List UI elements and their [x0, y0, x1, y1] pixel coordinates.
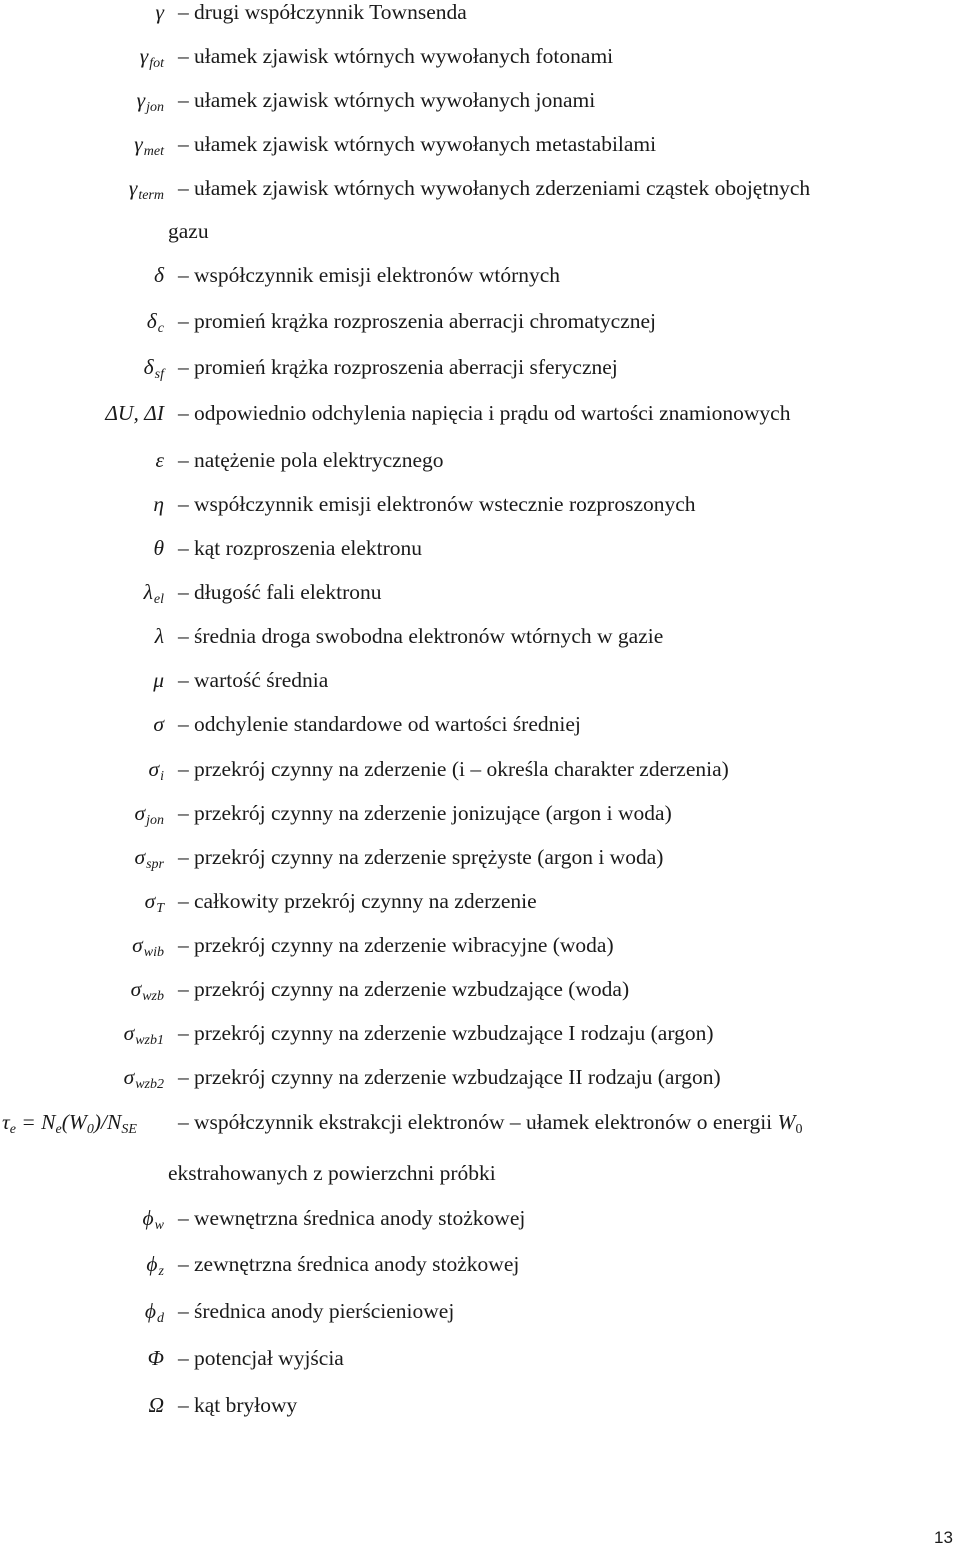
symbol-row: [0, 440, 960, 480]
description: ułamek zjawisk wtórnych wywołanych metastabilami: [194, 132, 657, 156]
symbol-row: [0, 347, 960, 387]
symbol-row: [0, 1057, 960, 1097]
symbol: η: [153, 492, 164, 516]
dash: –: [178, 1021, 189, 1045]
tau-row: [0, 1102, 960, 1142]
symbol-row: [0, 484, 960, 524]
dash: –: [178, 977, 189, 1001]
description: ułamek zjawisk wtórnych wywołanych jonami: [194, 88, 596, 112]
description: zewnętrzna średnica anody stożkowej: [194, 1252, 520, 1276]
symbol-row: [0, 925, 960, 965]
symbol: λel: [143, 580, 164, 607]
symbol-row: [0, 704, 960, 744]
symbol: δsf: [143, 355, 164, 382]
dash: –: [178, 132, 189, 156]
symbol-row: [0, 1338, 960, 1378]
symbol: λ: [154, 624, 164, 648]
symbol: γterm: [128, 176, 164, 203]
dash: –: [178, 1252, 189, 1276]
symbol: θ: [153, 536, 164, 560]
description: współczynnik emisji elektronów wtórnych: [194, 263, 561, 287]
dash: –: [178, 492, 189, 516]
description: odchylenie standardowe od wartości średniej: [194, 712, 581, 736]
description: przekrój czynny na zderzenie (i – określa charakter zderzenia): [194, 757, 729, 781]
dash: –: [178, 1065, 189, 1089]
description-continuation: gazu: [168, 219, 209, 243]
symbol: σi: [148, 757, 164, 784]
description: odpowiednio odchylenia napięcia i prądu od wartości znamionowych: [194, 401, 791, 425]
description: wewnętrzna średnica anody stożkowej: [194, 1206, 526, 1230]
dash: –: [178, 1206, 189, 1230]
description: przekrój czynny na zderzenie wzbudzające (woda): [194, 977, 630, 1001]
symbol-row: [0, 749, 960, 789]
page-number: 13: [934, 1528, 953, 1547]
symbol: δc: [146, 309, 164, 336]
description: promień krążka rozproszenia aberracji chromatycznej: [194, 309, 656, 333]
description: przekrój czynny na zderzenie jonizujące (argon i woda): [194, 801, 672, 825]
symbol-row: [0, 168, 960, 208]
symbol-row: [0, 660, 960, 700]
dash: –: [178, 536, 189, 560]
symbol-row: [0, 616, 960, 656]
symbol-row: [0, 0, 960, 32]
description: przekrój czynny na zderzenie wibracyjne (woda): [194, 933, 614, 957]
dash: –: [178, 757, 189, 781]
symbol: γ: [155, 0, 164, 24]
dash: –: [178, 845, 189, 869]
dash: –: [178, 889, 189, 913]
dash: –: [178, 44, 189, 68]
symbol: σwzb2: [123, 1065, 164, 1092]
description: drugi współczynnik Townsenda: [194, 0, 467, 24]
dash: –: [178, 263, 189, 287]
dash: –: [178, 176, 189, 200]
description: przekrój czynny na zderzenie wzbudzające II rodzaju (argon): [194, 1065, 721, 1089]
dash: –: [178, 0, 189, 24]
symbol: σjon: [134, 801, 164, 828]
dash: –: [178, 355, 189, 379]
symbol-row: [0, 1385, 960, 1425]
symbol: σspr: [134, 845, 164, 872]
symbol: σT: [144, 889, 164, 916]
description: natężenie pola elektrycznego: [194, 448, 444, 472]
symbol-row: [0, 36, 960, 76]
description: kąt rozproszenia elektronu: [194, 536, 423, 560]
description: współczynnik ekstrakcji elektronów – ułamek elektronów o energii W0: [194, 1110, 803, 1137]
symbol-row: [0, 255, 960, 295]
symbol: ϕw: [142, 1206, 164, 1233]
dash: –: [178, 1346, 189, 1370]
description: wartość średnia: [194, 668, 329, 692]
symbol: γjon: [136, 88, 164, 115]
symbol: σwzb1: [123, 1021, 164, 1048]
symbol: γfot: [139, 44, 164, 71]
symbol: Ω: [148, 1393, 164, 1417]
dash: –: [178, 88, 189, 112]
dash: –: [178, 624, 189, 648]
description: ułamek zjawisk wtórnych wywołanych fotonami: [194, 44, 614, 68]
dash: –: [178, 1299, 189, 1323]
symbol-row: [0, 528, 960, 568]
dash: –: [178, 1393, 189, 1417]
symbol-row: [0, 80, 960, 120]
dash: –: [178, 580, 189, 604]
dash: –: [178, 309, 189, 333]
description: współczynnik emisji elektronów wstecznie rozproszonych: [194, 492, 696, 516]
description: potencjał wyjścia: [194, 1346, 344, 1370]
tau-symbol: τe = Ne(W0)/NSE: [2, 1110, 137, 1137]
symbol-row: [0, 837, 960, 877]
description: średnia droga swobodna elektronów wtórnych w gazie: [194, 624, 664, 648]
symbol-row: [0, 1013, 960, 1053]
w0-symbol: W0: [777, 1110, 803, 1137]
symbol: σwzb: [130, 977, 164, 1004]
symbol-row: [0, 1291, 960, 1331]
symbol-row: [0, 393, 960, 433]
dash: –: [178, 448, 189, 472]
dash: –: [178, 933, 189, 957]
symbol-row: [0, 969, 960, 1009]
symbol-row: [0, 1198, 960, 1238]
description: przekrój czynny na zderzenie sprężyste (argon i woda): [194, 845, 664, 869]
dash: –: [178, 401, 189, 425]
description: całkowity przekrój czynny na zderzenie: [194, 889, 537, 913]
description-continuation: ekstrahowanych z powierzchni próbki: [168, 1161, 496, 1185]
dash: –: [178, 712, 189, 736]
symbol: σ: [153, 712, 164, 736]
description: średnica anody pierścieniowej: [194, 1299, 455, 1323]
symbol: γmet: [134, 132, 164, 159]
symbol: δ: [154, 263, 164, 287]
symbol: ΔU, ΔI: [105, 401, 164, 425]
symbol: ϕz: [146, 1252, 164, 1279]
symbol-row: [0, 1244, 960, 1284]
dash: –: [178, 801, 189, 825]
symbol-row: [0, 572, 960, 612]
dash: –: [178, 1110, 189, 1134]
symbol-row: [0, 301, 960, 341]
symbol: σwib: [132, 933, 164, 960]
symbol: Φ: [147, 1346, 164, 1370]
description: kąt bryłowy: [194, 1393, 298, 1417]
symbol: ε: [155, 448, 164, 472]
description: przekrój czynny na zderzenie wzbudzające I rodzaju (argon): [194, 1021, 714, 1045]
description: ułamek zjawisk wtórnych wywołanych zderzeniami cząstek obojętnych: [194, 176, 811, 200]
symbol-row: [0, 793, 960, 833]
dash: –: [178, 668, 189, 692]
description: promień krążka rozproszenia aberracji sferycznej: [194, 355, 618, 379]
description: długość fali elektronu: [194, 580, 382, 604]
symbol-row: [0, 124, 960, 164]
symbol: μ: [153, 668, 164, 692]
symbol: ϕd: [144, 1299, 164, 1326]
symbol-row: [0, 881, 960, 921]
